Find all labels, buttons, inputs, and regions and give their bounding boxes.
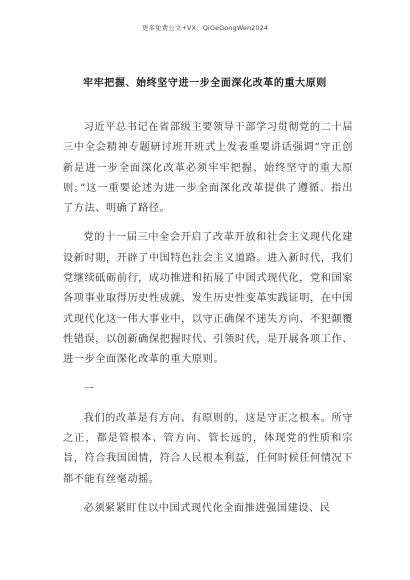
paragraph-section-2: 必须紧紧盯住以中国式现代化全面推进强国建设、民 [83,503,331,515]
paragraph-intro: 习近平总书记在省部级主要领导干部学习贯彻党的二十届三中全会精神专题研讨班开班式上发表重要讲话强调“守正创新是进一步全面深化改革必须牢牢把握、始终坚守的重大原则。”这一重要论述为进一步全面深化改革提供了遵循、指出了方法、明确了路径。 [63,122,353,215]
paragraph-background: 党的十一届三中全会开启了改革开放和社会主义现代化建设新时期，开辟了中国特色社会主义道路。进入新时代，我们党继续砥砺前行，成功推进和拓展了中国式现代化，党和国家各项事业取得历史性成就、发生历史性变革实践证明，在中国式现代化这一伟大事业中，以守正确保不迷失方向、不犯颠覆性错误，以创新确保把握时代、引领时代，是开展各项工作、进一步全面深化改革的重大原则。 [63,232,353,366]
header-note: 更多免费公文+VX：QiGeGongWen2024 [141,24,269,32]
document-body [63,118,353,528]
section-number: 一 [83,383,94,395]
document-title: 牢牢把握、始终坚守进一步全面深化改革的重大原则 [83,78,327,89]
paragraph-section-1: 我们的改革是有方向、有原则的，这是守正之根本。所守之正，都是管根本、管方向、管长远的，体现党的性质和宗旨，符合我国国情，符合人民根本利益，任何时候任何情况下都不能有丝毫动摇。 [63,412,353,485]
